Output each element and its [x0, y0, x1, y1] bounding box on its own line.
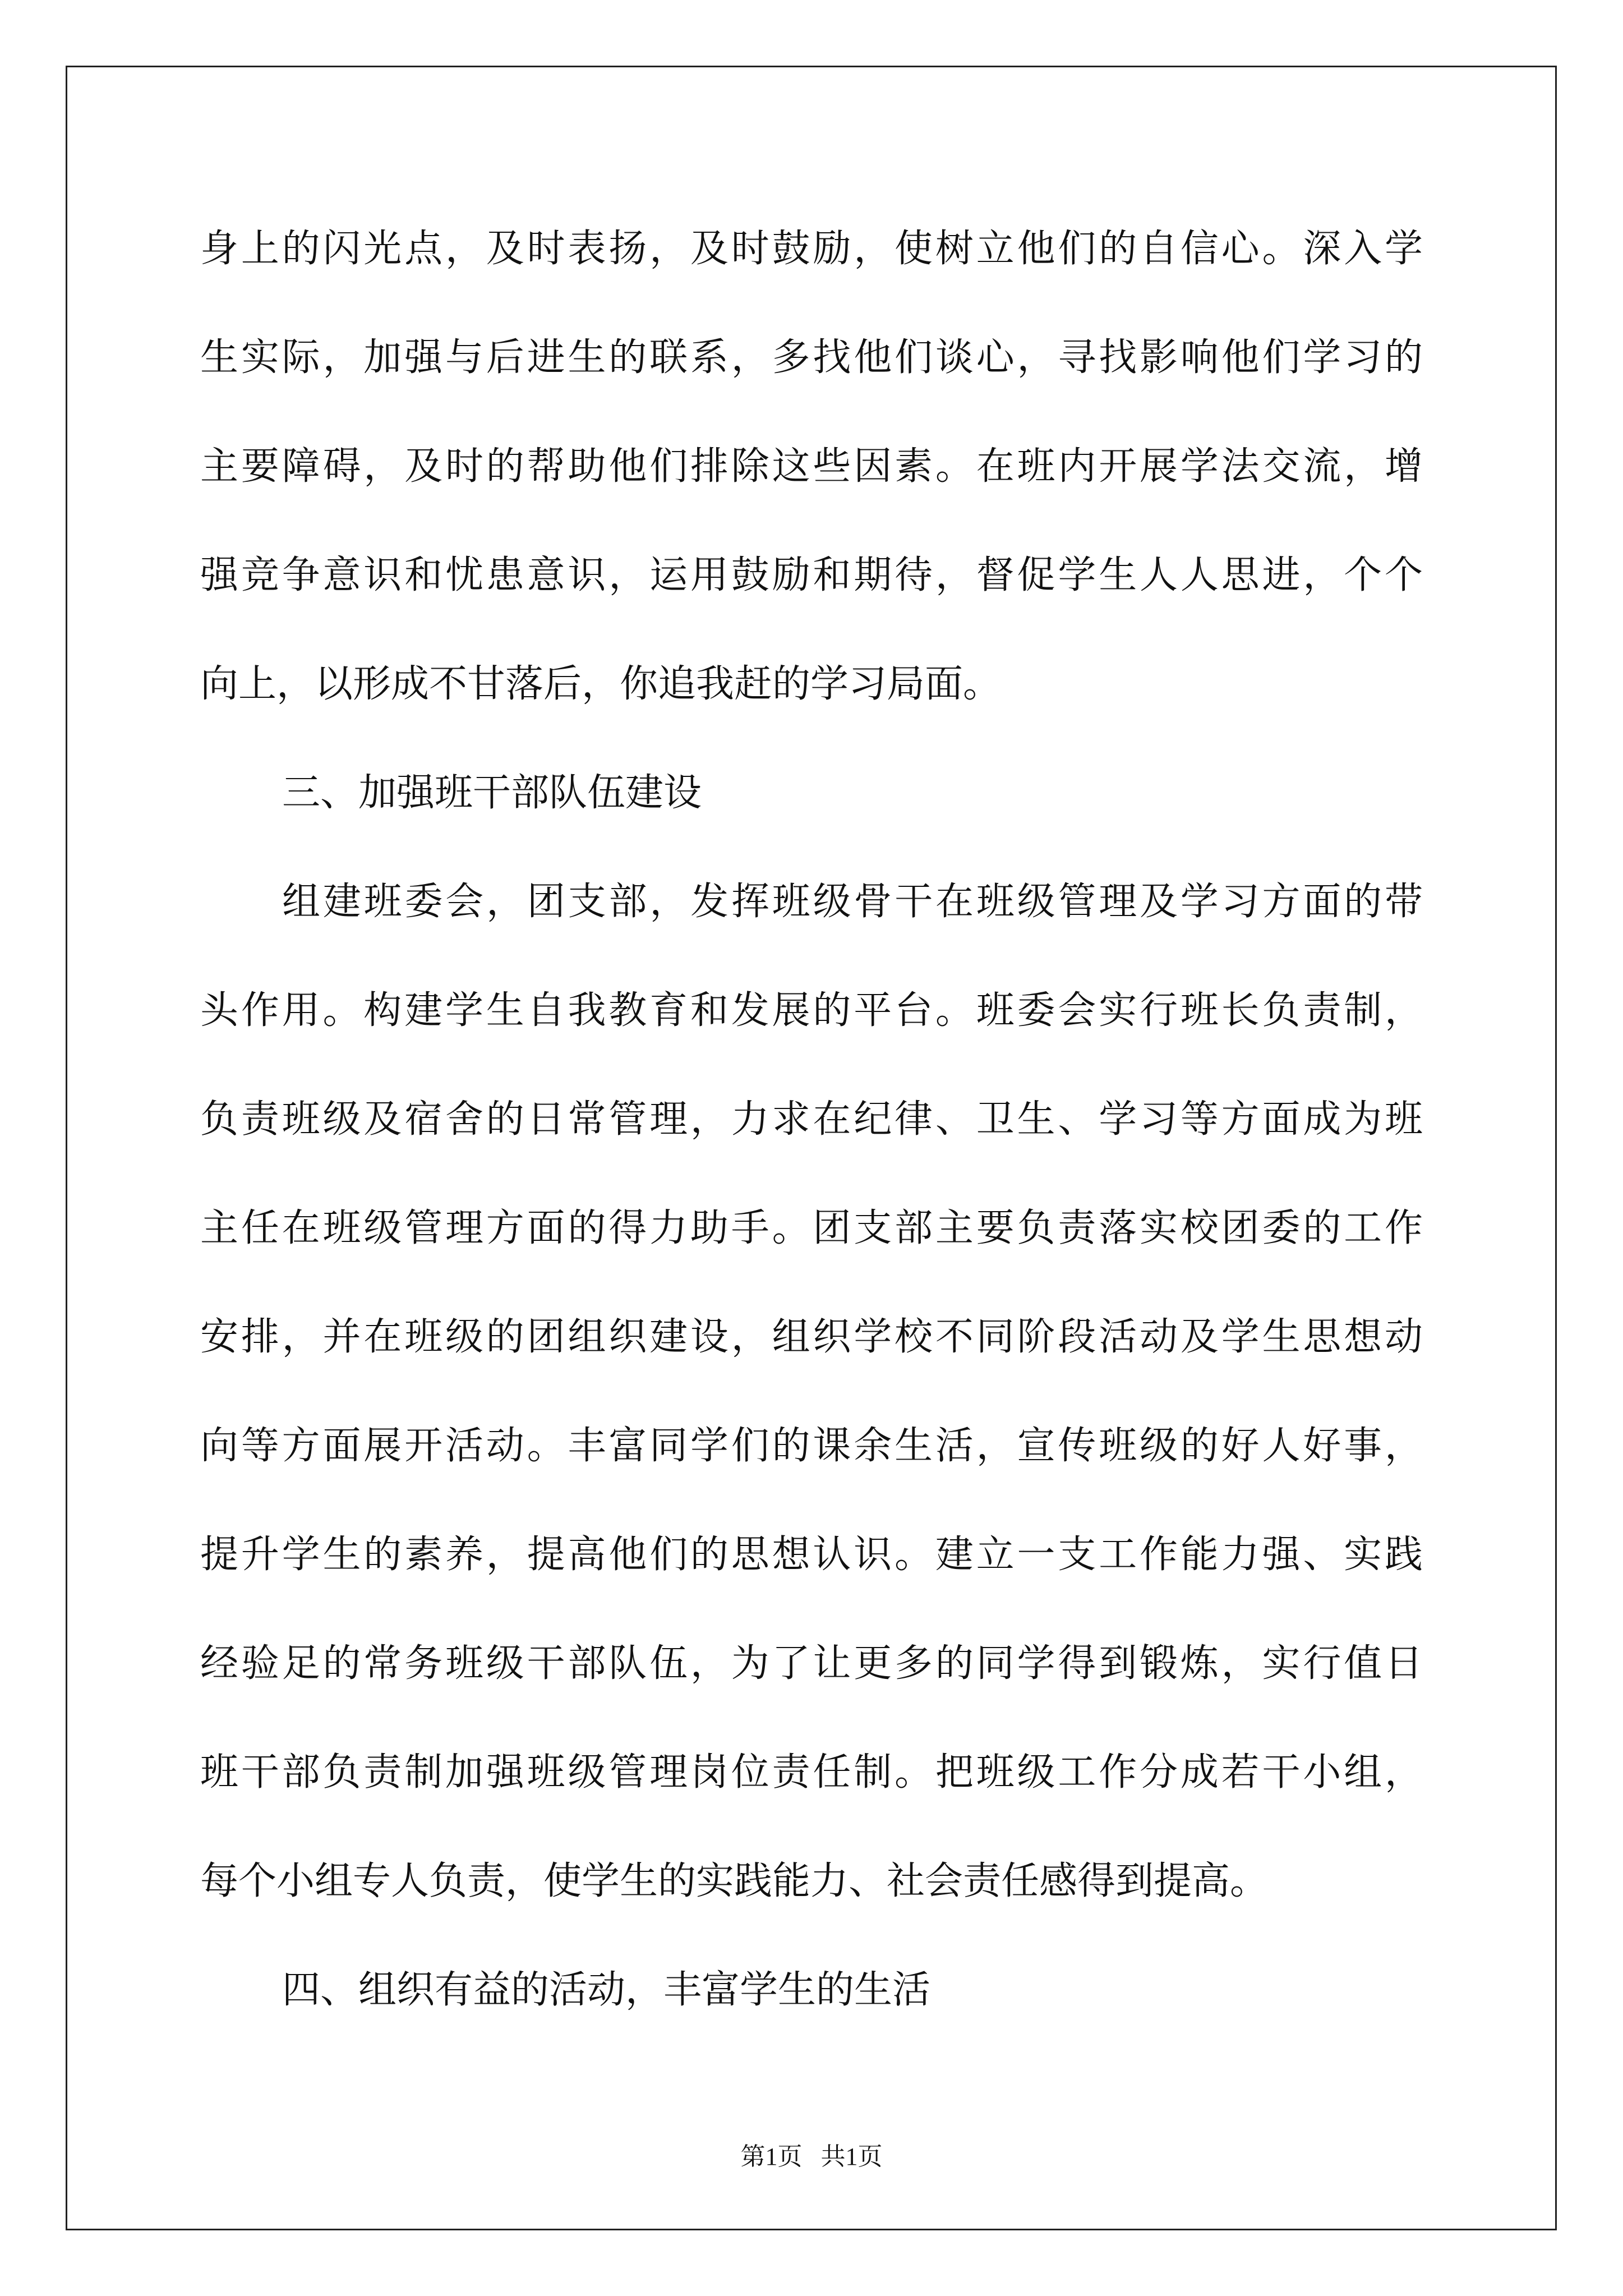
paragraph-line: 每个小组专人负责，使学生的实践能力、社会责任感得到提高。: [200, 1859, 1269, 1903]
paragraph-line: 负责班级及宿舍的日常管理，力求在纪律、卫生、学习等方面成为班: [200, 1097, 1423, 1142]
paragraph-line: 主要障碍，及时的帮助他们排除这些因素。在班内开展学法交流，增: [200, 444, 1423, 489]
document-body: [200, 215, 1423, 2065]
paragraph-line: 强竞争意识和忧患意识，运用鼓励和期待，督促学生人人思进，个个: [200, 553, 1423, 597]
paragraph-line: 经验足的常务班级干部队伍，为了让更多的同学得到锻炼，实行值日: [200, 1641, 1423, 1686]
paragraph-line: 组建班委会，团支部，发挥班级骨干在班级管理及学习方面的带: [282, 880, 1423, 924]
paragraph-line: 身上的闪光点，及时表扬，及时鼓励，使树立他们的自信心。深入学: [200, 227, 1423, 271]
page-number-footer: 第1页 共1页: [740, 2143, 883, 2170]
paragraph-line: 生实际，加强与后进生的联系，多找他们谈心，寻找影响他们学习的: [200, 335, 1423, 380]
paragraph-line: 向等方面展开活动。丰富同学们的课余生活，宣传班级的好人好事，: [200, 1424, 1423, 1468]
paragraph-line: 主任在班级管理方面的得力助手。团支部主要负责落实校团委的工作: [200, 1206, 1423, 1250]
paragraph-line: 向上，以形成不甘落后，你追我赶的学习局面。: [200, 662, 1002, 706]
section-heading: 四、组织有益的活动，丰富学生的生活: [282, 1968, 931, 2012]
paragraph-line: 头作用。构建学生自我教育和发展的平台。班委会实行班长负责制，: [200, 988, 1423, 1033]
paragraph-line: 安排，并在班级的团组织建设，组织学校不同阶段活动及学生思想动: [200, 1315, 1423, 1359]
paragraph-line: 提升学生的素养，提高他们的思想认识。建立一支工作能力强、实践: [200, 1533, 1423, 1577]
paragraph-line: 班干部负责制加强班级管理岗位责任制。把班级工作分成若干小组，: [200, 1750, 1423, 1795]
section-heading: 三、加强班干部队伍建设: [282, 771, 702, 815]
